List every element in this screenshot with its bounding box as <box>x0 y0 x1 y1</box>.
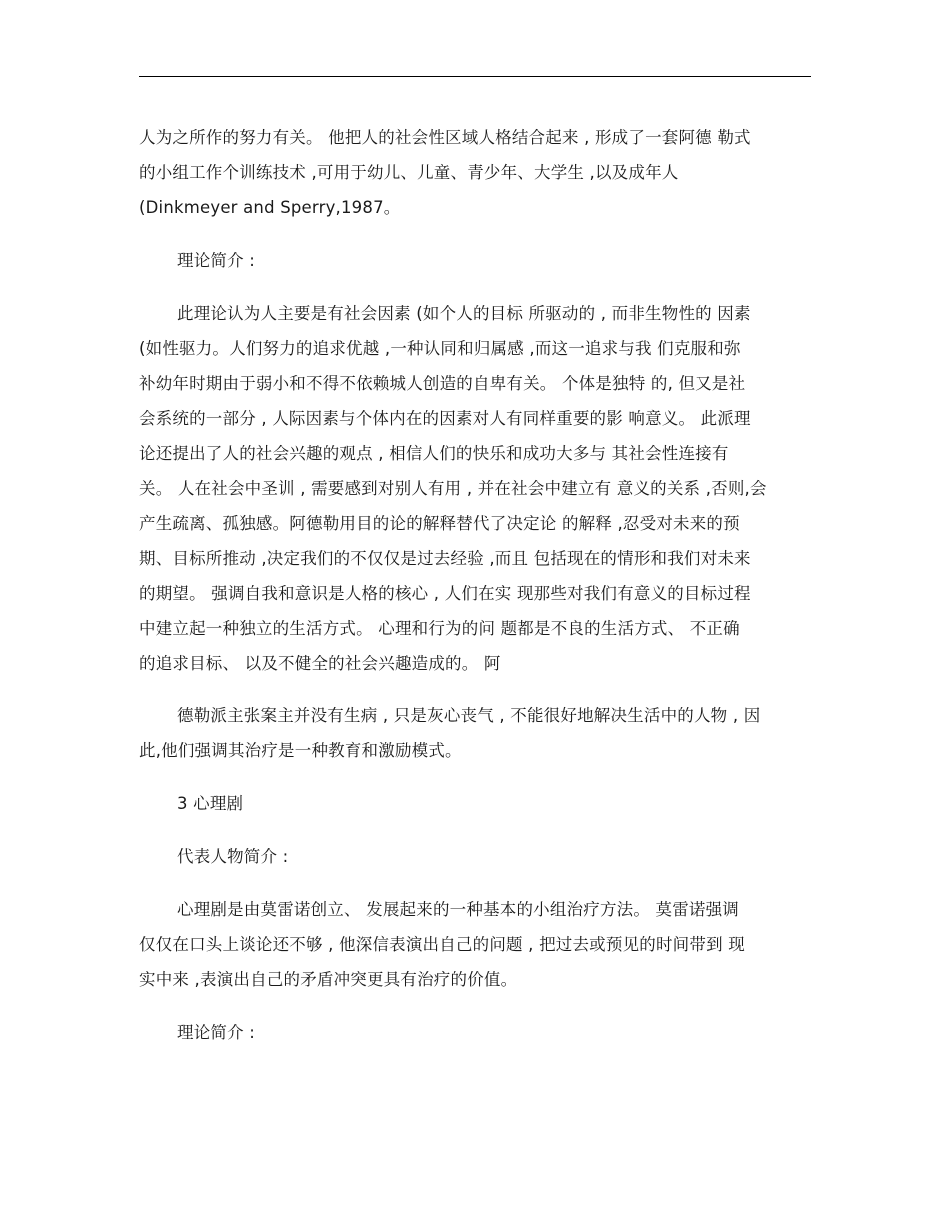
text-line: 人为之所作的努力有关。 他把人的社会性区域人格结合起来 , 形成了一套阿德 勒式 <box>139 128 751 147</box>
text-line: 关。 人在社会中圣训 , 需要感到对别人有用 , 并在社会中建立有 意义的关系 ,否则,会 <box>139 479 767 498</box>
text-line: (Dinkmeyer and Sperry,1987。 <box>139 198 401 217</box>
section-heading-psychodrama <box>139 786 811 821</box>
header-rule <box>139 76 811 77</box>
text-line: 仅仅在口头上谈论还不够 , 他深信表演出自己的问题 , 把过去或预见的时间带到 现 <box>139 935 745 954</box>
text-line: 的追求目标、 以及不健全的社会兴趣造成的。 阿 <box>139 654 501 673</box>
section-heading-theory <box>139 243 811 278</box>
text-line: 中建立起一种独立的生活方式。 心理和行为的问 题都是不良的生活方式、 不正确 <box>139 619 740 638</box>
text-line: 产生疏离、孤独感。阿德勒用目的论的解释替代了决定论 的解释 ,忍受对未来的预 <box>139 514 740 533</box>
text-line: 心理剧是由莫雷诺创立、 发展起来的一种基本的小组治疗方法。 莫雷诺强调 <box>177 900 739 919</box>
text-line: 此,他们强调其治疗是一种教育和激励模式。 <box>139 741 462 760</box>
paragraph-adler-therapy <box>139 698 811 733</box>
text-line: 德勒派主张案主并没有生病 , 只是灰心丧气 , 不能很好地解决生活中的人物 , 因 <box>177 706 761 725</box>
text-line: 理论简介 : <box>177 251 256 270</box>
text-line: 的期望。 强调自我和意识是人格的核心 , 人们在实 现那些对我们有意义的目标过程 <box>139 584 751 603</box>
text-line: 补幼年时期由于弱小和不得不依赖城人创造的自卑有关。 个体是独特 的, 但又是社 <box>139 374 746 393</box>
paragraph-adler-theory <box>139 296 811 331</box>
text-line: (如性驱力。人们努力的追求优越 ,一种认同和归属感 ,而这一追求与我 们克服和弥 <box>139 339 741 358</box>
text-line: 实中来 ,表演出自己的矛盾冲突更具有治疗的价值。 <box>139 970 518 989</box>
paragraph-adler-therapy-cont <box>139 733 811 768</box>
text-line: 3 心理剧 <box>177 794 244 813</box>
text-line: 的小组工作个训练技术 ,可用于幼儿、儿童、青少年、大学生 ,以及成年人 <box>139 163 679 182</box>
paragraph-adler-theory-cont <box>139 331 811 681</box>
section-heading-theory-2 <box>139 1015 811 1050</box>
paragraph-psychodrama-intro-cont <box>139 927 811 997</box>
text-line: 会系统的一部分 , 人际因素与个体内在的因素对人有同样重要的影 响意义。 此派理 <box>139 409 751 428</box>
text-line: 期、目标所推动 ,决定我们的不仅仅是过去经验 ,而且 包括现在的情形和我们对未来 <box>139 549 751 568</box>
paragraph-intro-end <box>139 120 811 225</box>
text-line: 代表人物简介 : <box>177 847 289 866</box>
text-line: 理论简介 : <box>177 1023 256 1042</box>
document-body <box>139 120 811 1050</box>
text-line: 此理论认为人主要是有社会因素 (如个人的目标 所驱动的 , 而非生物性的 因素 <box>177 304 751 323</box>
paragraph-psychodrama-intro <box>139 892 811 927</box>
text-line: 论还提出了人的社会兴趣的观点 , 相信人们的快乐和成功大多与 其社会性连接有 <box>139 444 729 463</box>
section-heading-representative <box>139 839 811 874</box>
